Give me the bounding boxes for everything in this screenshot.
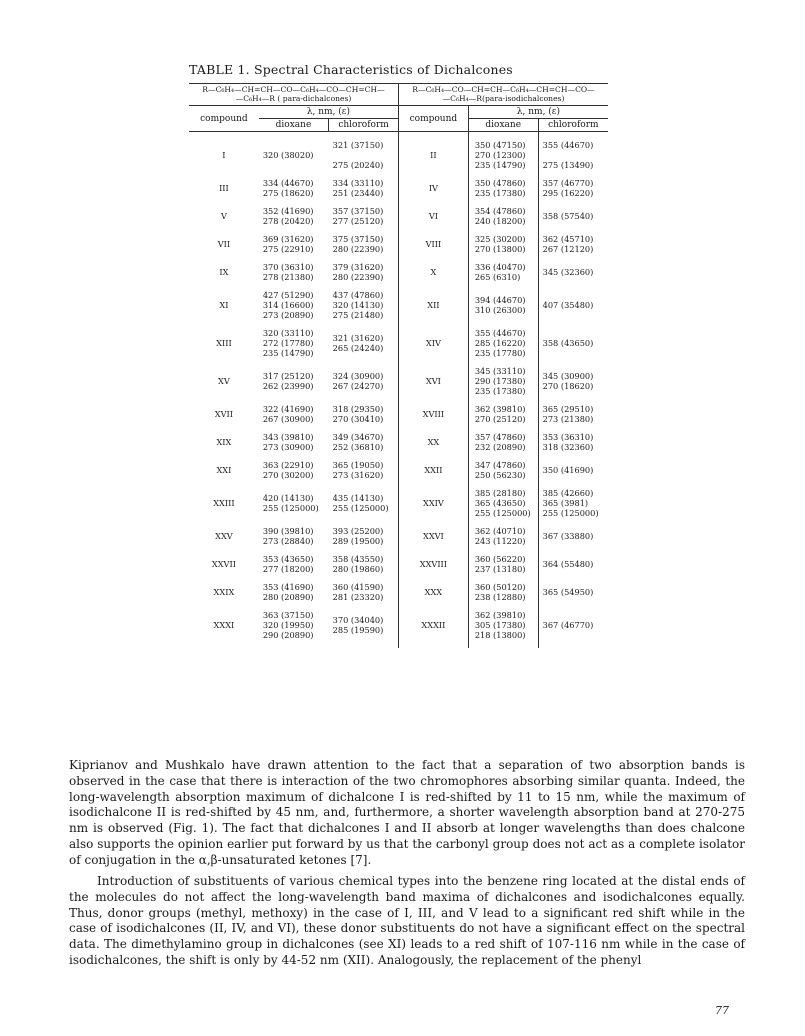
table-row: [189, 432, 608, 460]
chloroform-cell: 324 (30900) 267 (24270): [329, 366, 399, 404]
table-row: [189, 460, 608, 488]
table-row: [189, 234, 608, 262]
compound-cell: XVI: [425, 376, 441, 386]
lambda-header-left: λ, nm, (ε): [259, 106, 399, 119]
dioxane-cell: 350 (47860) 235 (17380): [468, 178, 538, 206]
compound-cell: XXXI: [213, 620, 235, 630]
formula-left: [189, 84, 398, 106]
spectral-table: [189, 83, 608, 648]
chloroform-cell: 345 (32360): [538, 262, 608, 290]
dioxane-cell: 363 (37150) 320 (19950) 290 (20890): [262, 610, 314, 640]
table-row: [189, 178, 608, 206]
compound-cell: XX: [427, 437, 440, 447]
chloroform-cell: 370 (34040) 285 (19590): [329, 610, 399, 648]
table-row: [189, 526, 608, 554]
chloroform-cell: 318 (29350) 270 (30410): [329, 404, 399, 432]
paragraph-1: Kiprianov and Mushkalo have drawn attention to the fact that a separation of two absorption bands is observed in the case that there is interaction of the two chromophores absorbing similar quanta. Indeed, the long-wavelength absorption maximum of dichalcone I is red-shifted by 11 to 15 nm, while the maximum of isodichalcone II is red-shifted by 45 nm, and, furthermore, a shorter wavelength absorption band at 270-275 nm is observed (Fig. 1). The fact that dichalcones I and II absorb at longer wavelengths than does chalcone also supports the opinion earlier put forward by us that the carbonyl group does not act as a complete isolator of conjugation in the α,β-unsaturated ketones [7].: [69, 758, 745, 867]
page-number: 77: [715, 1004, 729, 1017]
chloroform-cell: 393 (25200) 289 (19500): [329, 526, 399, 554]
chloroform-cell: 375 (37150) 280 (22390): [329, 234, 399, 262]
chloroform-cell: 358 (43650): [538, 328, 608, 366]
chloroform-cell: 357 (46770) 295 (16220): [538, 178, 608, 206]
dioxane-cell: 427 (51290) 314 (16600) 273 (20890): [262, 290, 314, 320]
chloroform-header-left: chloroform: [329, 119, 399, 132]
compound-cell: IV: [428, 183, 438, 193]
chloroform-header-right: chloroform: [538, 119, 608, 132]
dioxane-cell: 336 (40470) 265 (6310): [468, 262, 538, 290]
chloroform-cell: 358 (43550) 280 (19860): [329, 554, 399, 582]
dioxane-cell: 360 (56220) 237 (13180): [468, 554, 538, 582]
dioxane-header-left: dioxane: [259, 119, 329, 132]
dioxane-cell: 325 (30200) 270 (13800): [468, 234, 538, 262]
formula-right: [398, 84, 608, 106]
chloroform-cell: 365 (29510) 273 (21380): [538, 404, 608, 432]
dioxane-cell: 322 (41690) 267 (30900): [262, 404, 314, 424]
chloroform-cell: 334 (33110) 251 (23440): [329, 178, 399, 206]
dioxane-cell: 362 (40710) 243 (11220): [468, 526, 538, 554]
compound-cell: XV: [218, 376, 230, 386]
compound-cell: I: [222, 150, 226, 160]
dioxane-cell: 390 (39810) 273 (28840): [262, 526, 314, 546]
dioxane-cell: 363 (22910) 270 (30200): [262, 460, 314, 480]
table-row: [189, 554, 608, 582]
dioxane-cell: 354 (47860) 240 (18200): [468, 206, 538, 234]
compound-cell: XXIV: [422, 498, 444, 508]
dioxane-cell: 394 (44670) 310 (26300): [468, 290, 538, 328]
compound-cell: XVIII: [422, 409, 445, 419]
chloroform-cell: 365 (54950): [538, 582, 608, 610]
dioxane-cell: 360 (50120) 238 (12880): [468, 582, 538, 610]
compound-cell: XI: [219, 300, 229, 310]
dioxane-cell: 353 (41690) 280 (20890): [262, 582, 314, 602]
dioxane-cell: 320 (38020): [262, 150, 314, 160]
chloroform-cell: 321 (37150) 275 (20240): [329, 140, 399, 178]
compound-cell: VII: [217, 239, 231, 249]
compound-cell: XXII: [424, 465, 443, 475]
chloroform-cell: 437 (47860) 320 (14130) 275 (21480): [329, 290, 399, 328]
compound-cell: X: [430, 267, 437, 277]
compound-cell: XXV: [215, 531, 233, 541]
compound-cell: XXXII: [421, 620, 446, 630]
compound-cell: II: [430, 150, 437, 160]
compound-cell: XIV: [425, 338, 441, 348]
dioxane-cell: 345 (33110) 290 (17380) 235 (17380): [468, 366, 538, 404]
chloroform-cell: 353 (36310) 318 (32360): [538, 432, 608, 460]
compound-cell: XXI: [216, 465, 232, 475]
dioxane-cell: 369 (31620) 275 (22910): [262, 234, 314, 254]
dioxane-cell: 347 (47860) 250 (56230): [468, 460, 538, 488]
compound-header-left: compound: [189, 106, 259, 132]
compound-cell: XVII: [214, 409, 234, 419]
compound-cell: XXIII: [213, 498, 235, 508]
table-row: [189, 206, 608, 234]
table-row: [189, 262, 608, 290]
compound-cell: XXVII: [211, 559, 236, 569]
paragraph-2: Introduction of substituents of various chemical types into the benzene ring located at the distal ends of the molecules do not affect the long-wavelength band maxima of dichalcones and isodichalcones equally. Thus, donor groups (methyl, methoxy) in the case of I, III, and V lead to a significant red shift while in the case of isodichalcones (II, IV, and VI), these donor substituents do not have a significant effect on the spectral data. The dimethylamino group in dichalcones (see XI) leads to a red shift of 107-116 nm while in the case of isodichalcones, the shift is only by 44-52 nm (XII). Analogously, the replacement of the phenyl: [69, 874, 745, 967]
formula-right-line2: —C₆H₄—R(para-isodichalcones): [442, 93, 565, 103]
chloroform-cell: 379 (31620) 280 (22390): [329, 262, 399, 290]
dioxane-cell: 317 (25120) 262 (23990): [262, 371, 314, 391]
chloroform-cell: 367 (46770): [538, 610, 608, 648]
compound-cell: IX: [219, 267, 229, 277]
compound-cell: III: [219, 183, 229, 193]
compound-cell: XIX: [216, 437, 232, 447]
compound-cell: V: [220, 211, 227, 221]
compound-header-right: compound: [398, 106, 468, 132]
compound-cell: VI: [428, 211, 438, 221]
table-row: [189, 366, 608, 404]
formula-header-row: [189, 84, 608, 106]
chloroform-cell: 364 (55480): [538, 554, 608, 582]
chloroform-cell: 385 (42660) 365 (3981) 255 (125000): [538, 488, 608, 526]
formula-left-line1: R—C₆H₄—CH=CH—CO—C₆H₄—CO—CH=CH—: [202, 85, 385, 94]
chloroform-cell: 362 (45710) 267 (12120): [538, 234, 608, 262]
dioxane-header-right: dioxane: [468, 119, 538, 132]
table-row: [189, 582, 608, 610]
chloroform-cell: 345 (30900) 270 (18620): [538, 366, 608, 404]
chloroform-cell: 360 (41590) 281 (23320): [329, 582, 399, 610]
dioxane-cell: 362 (39810) 270 (25120): [468, 404, 538, 432]
lambda-header-right: λ, nm, (ε): [468, 106, 608, 119]
table-row: [189, 404, 608, 432]
compound-cell: XXVIII: [419, 559, 448, 569]
table-row: [189, 140, 608, 178]
table-caption: TABLE 1. Spectral Characteristics of Dichalcones: [189, 62, 513, 77]
dioxane-cell: 420 (14130) 255 (125000): [262, 493, 319, 513]
dioxane-cell: 385 (28180) 365 (43650) 255 (125000): [468, 488, 538, 526]
chloroform-cell: 350 (41690): [538, 460, 608, 488]
table-row: [189, 328, 608, 366]
dioxane-cell: 357 (47860) 232 (20890): [468, 432, 538, 460]
compound-cell: VIII: [425, 239, 442, 249]
table-row: [189, 488, 608, 526]
dioxane-cell: 370 (36310) 278 (21380): [262, 262, 314, 282]
formula-left-line2: —C₆H₄—R ( para-dichalcones): [235, 93, 352, 103]
formula-right-line1: R—C₆H₄—CO—CH=CH—C₆H₄—CH=CH—CO—: [412, 85, 595, 94]
chloroform-cell: 367 (33880): [538, 526, 608, 554]
compound-cell: XXIX: [213, 587, 235, 597]
table-body: [189, 140, 608, 648]
dioxane-cell: 334 (44670) 275 (18620): [262, 178, 314, 198]
dioxane-cell: 362 (39810) 305 (17380) 218 (13800): [468, 610, 538, 648]
chloroform-cell: 355 (44670) 275 (13490): [538, 140, 608, 178]
header-row-1: [189, 106, 608, 119]
dioxane-cell: 352 (41690) 278 (20420): [262, 206, 314, 226]
chloroform-cell: 349 (34670) 252 (36810): [329, 432, 399, 460]
dioxane-cell: 350 (47150) 270 (12300) 235 (14790): [468, 140, 538, 178]
table-row: [189, 610, 608, 648]
dioxane-cell: 353 (43650) 277 (18200): [262, 554, 314, 574]
dioxane-cell: 343 (39810) 273 (30900): [262, 432, 314, 452]
chloroform-cell: 365 (19050) 273 (31620): [329, 460, 399, 488]
chloroform-cell: 357 (37150) 277 (25120): [329, 206, 399, 234]
compound-cell: XXVI: [422, 531, 444, 541]
dioxane-cell: 320 (33110) 272 (17780) 235 (14790): [262, 328, 314, 358]
chloroform-cell: 321 (31620) 265 (24240): [329, 328, 399, 366]
chloroform-cell: 358 (57540): [538, 206, 608, 234]
compound-cell: XXX: [424, 587, 443, 597]
table-row: [189, 290, 608, 328]
compound-cell: XIII: [216, 338, 232, 348]
chloroform-cell: 407 (35480): [538, 290, 608, 328]
chloroform-cell: 435 (14130) 255 (125000): [329, 488, 399, 526]
dioxane-cell: 355 (44670) 285 (16220) 235 (17780): [468, 328, 538, 366]
compound-cell: XII: [427, 300, 440, 310]
